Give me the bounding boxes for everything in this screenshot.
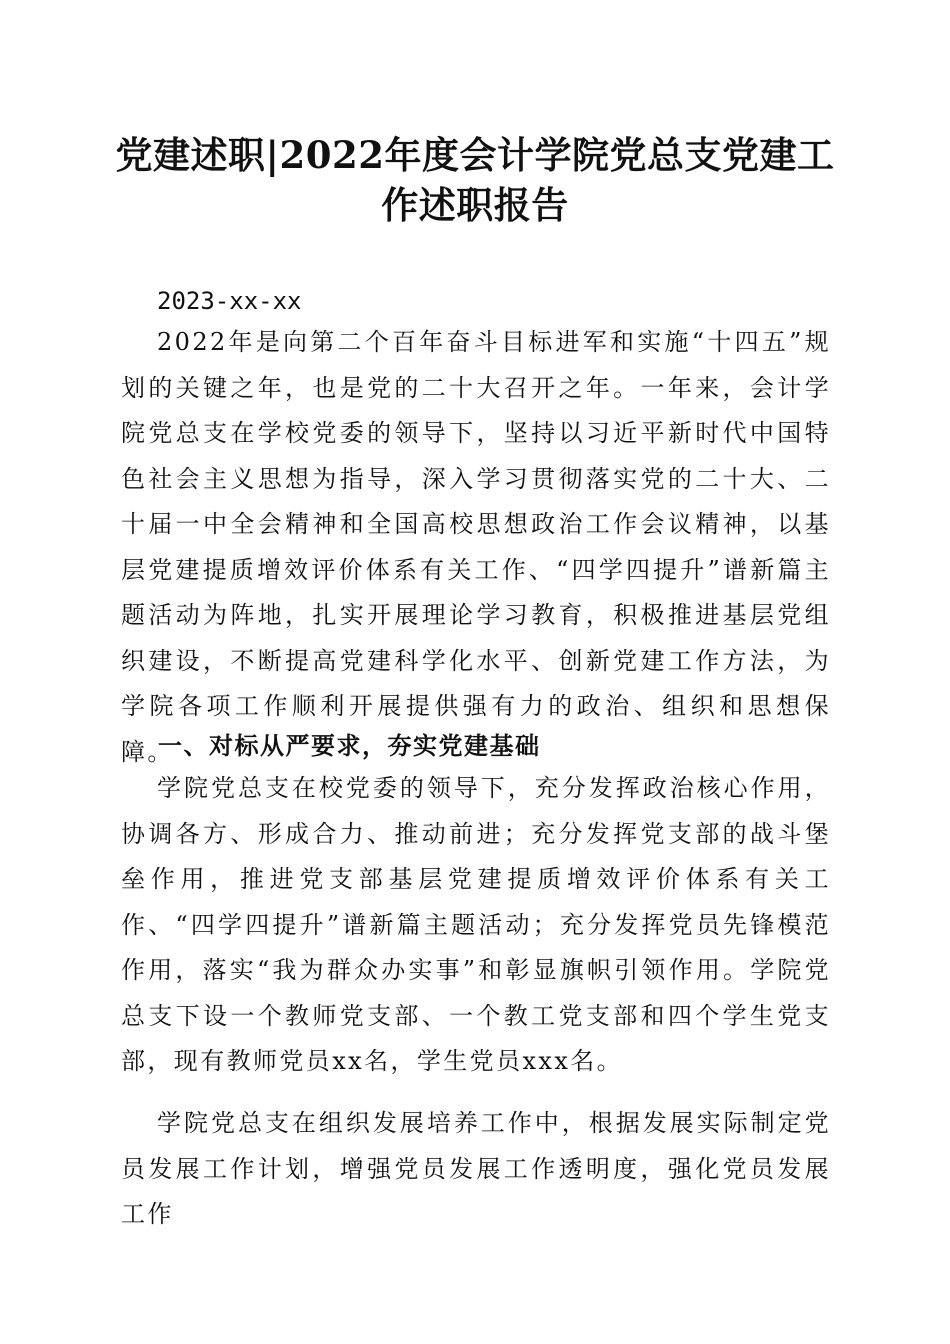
intro-paragraph: 2022年是向第二个百年奋斗目标进军和实施“十四五”规划的关键之年，也是党的二十大召开之年。一年来，会计学院党总支在学校党委的领导下，坚持以习近平新时代中国特色社会主义思想为指导，深入学习贯彻落实党的二十大、二十届一中全会精神和全国高校思想政治工作会议精神，以基层党建提质增效评价体系有关工作、“四学四提升”谱新篇主题活动为阵地，扎实开展理论学习教育，积极推进基层党组织建设，不断提高党建科学化水平、创新党建工作方法，为学院各项工作顺利开展提供强有力的政治、组织和思想保障。 (121, 328, 831, 766)
document-date: 2023-xx-xx (157, 287, 302, 315)
section-heading: 一、对标从严要求，夯实党建基础 (158, 732, 541, 760)
section-paragraph-1: 学院党总支在校党委的领导下，充分发挥政治核心作用，协调各方、形成合力、推动前进；充分发挥党支部的战斗堡垒作用，推进党支部基层党建提质增效评价体系有关工作、“四学四提升”谱新篇主题活动；充分发挥党员先锋模范作用，落实“我为群众办实事”和彰显旗帜引领作用。学院党总支下设一个教师党支部、一个教工党支部和四个学生党支部，现有教师党员xx名，学生党员xxx名。 (121, 774, 831, 1075)
document-title: 党建述职|2022年度会计学院党总支党建工作述职报告 (115, 133, 835, 227)
section-paragraph-2: 学院党总支在组织发展培养工作中，根据发展实际制定党员发展工作计划，增强党员发展工作透明度，强化党员发展工作 (121, 1109, 831, 1228)
